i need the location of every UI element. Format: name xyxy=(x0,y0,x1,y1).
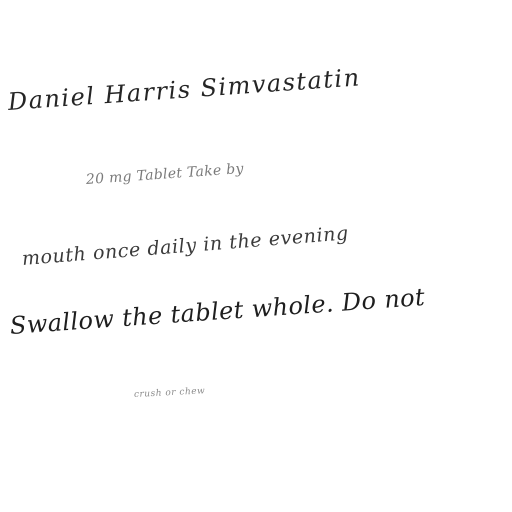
frequency-line: mouth once daily in the evening xyxy=(21,222,350,270)
dosage-line: 20 mg Tablet Take by xyxy=(85,160,245,188)
instruction-continuation-line: crush or chew xyxy=(133,386,206,400)
instruction-line: Swallow the tablet whole. Do not xyxy=(9,283,426,340)
patient-and-medication-line: Daniel Harris Simvastatin xyxy=(7,63,362,116)
